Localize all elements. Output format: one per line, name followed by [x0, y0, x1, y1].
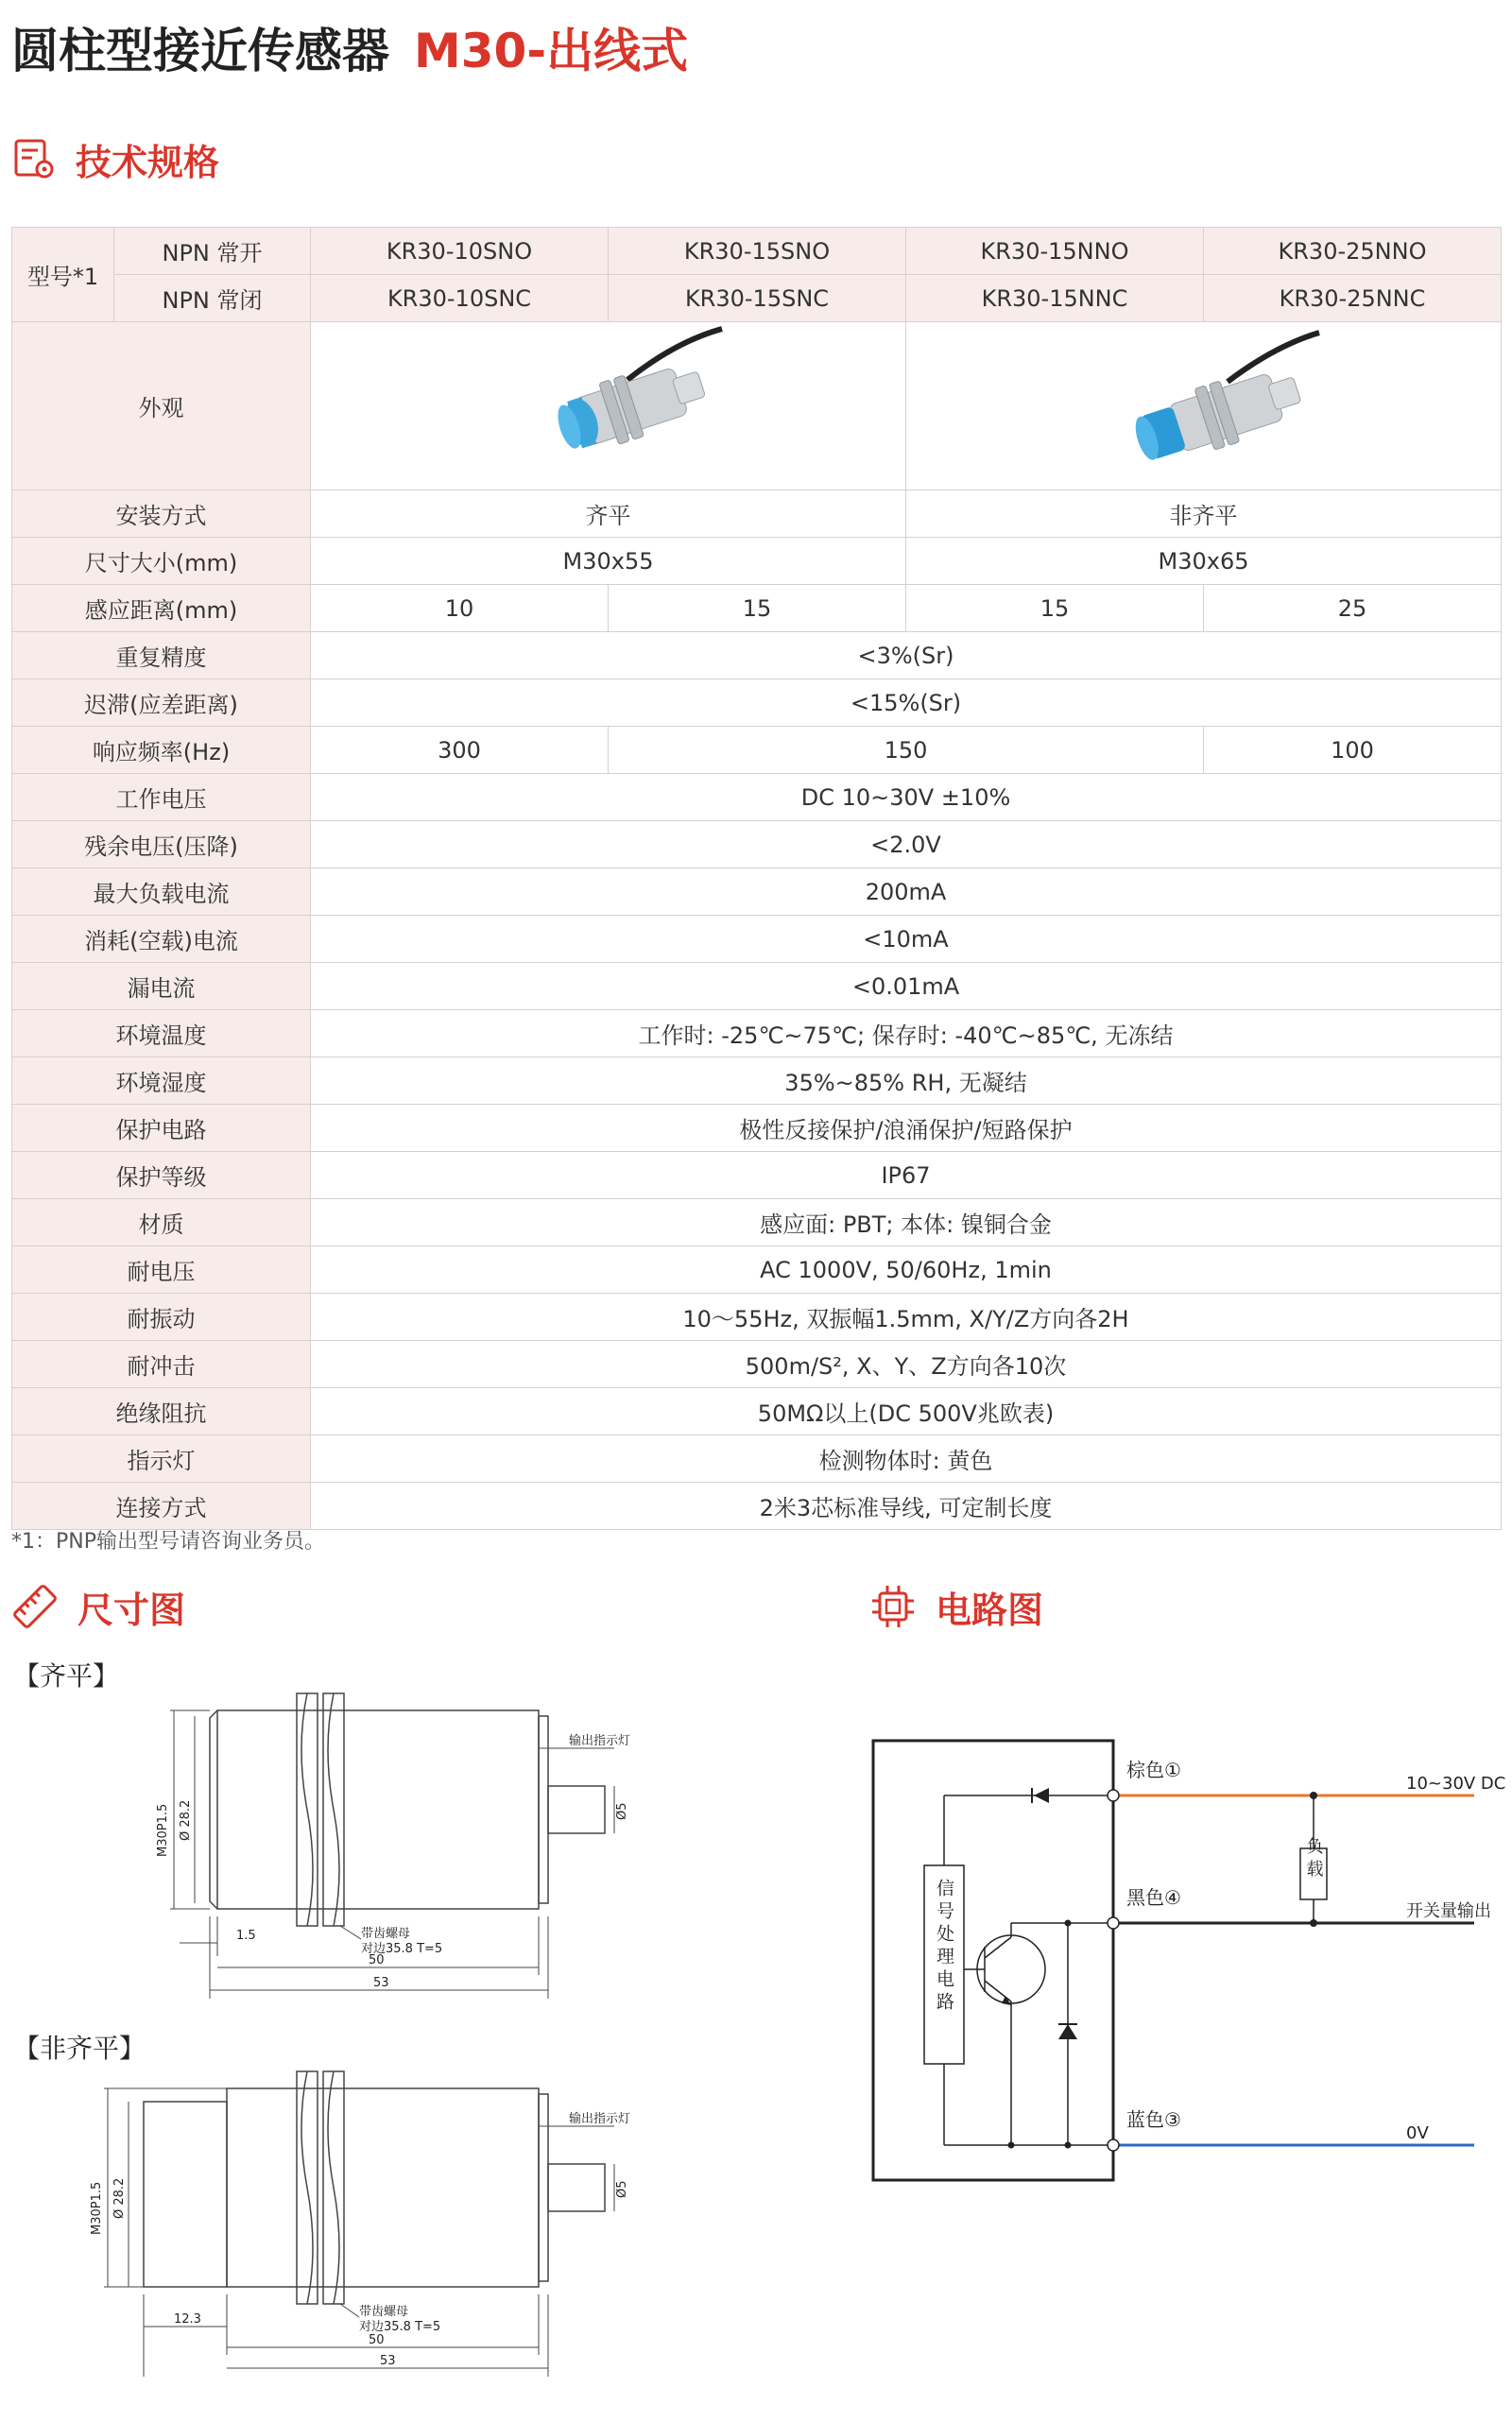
output-label: 开关量输出 — [1406, 1901, 1491, 1921]
title-sub: M30-出线式 — [414, 24, 689, 78]
circuit-section-title: 电路图 — [936, 1589, 1044, 1631]
row-label: 环境温度 — [12, 1010, 311, 1057]
row-value: 150 — [609, 727, 1204, 774]
row-label: 安装方式 — [12, 490, 311, 538]
sensor-nonflush-picture — [1062, 323, 1346, 484]
dimension-section-header — [11, 1578, 185, 1635]
table-row — [12, 1152, 1502, 1199]
sensor-image-nonflush — [906, 322, 1502, 490]
supply-label: 10~30V DC — [1406, 1774, 1506, 1794]
nut-spec-label: 对边35.8 T=5 — [361, 1942, 443, 1956]
nut-label: 带齿螺母 — [359, 2305, 409, 2319]
row-value: 10～55Hz, 双振幅1.5mm, X/Y/Z方向各2H — [311, 1294, 1502, 1341]
sensor-image-flush — [311, 322, 906, 490]
table-row — [12, 1246, 1502, 1294]
body-length-label: 50 — [369, 1953, 385, 1967]
table-row — [12, 1010, 1502, 1057]
row-value: 50MΩ以上(DC 500V兆欧表) — [311, 1388, 1502, 1435]
table-row — [12, 490, 1502, 538]
row-value: <3%(Sr) — [311, 632, 1502, 679]
table-row — [12, 1199, 1502, 1246]
row-label: 指示灯 — [12, 1435, 311, 1483]
row-value: 100 — [1204, 727, 1502, 774]
row-value: 10 — [311, 585, 609, 632]
row-label: 材质 — [12, 1199, 311, 1246]
row-value: DC 10~30V ±10% — [311, 774, 1502, 821]
table-row — [12, 963, 1502, 1010]
circuit-diagram — [869, 1729, 1507, 2202]
spec-section-header — [11, 130, 219, 187]
model-cell: KR30-25NNO — [1204, 228, 1502, 275]
title-main: 圆柱型接近传感器 — [11, 24, 389, 78]
dimension-section-title: 尺寸图 — [77, 1589, 186, 1631]
table-row — [12, 1105, 1502, 1152]
flush-dimension-drawing — [142, 1682, 671, 2008]
npn-no-label: NPN 常开 — [114, 228, 311, 275]
table-row — [12, 1294, 1502, 1341]
indicator-label: 输出指示灯 — [569, 1734, 631, 1748]
row-label: 尺寸大小(mm) — [12, 538, 311, 585]
nut-spec-label: 对边35.8 T=5 — [359, 2320, 441, 2334]
table-row — [12, 1388, 1502, 1435]
row-value: 300 — [311, 727, 609, 774]
spec-section-title: 技术规格 — [76, 141, 220, 183]
table-row — [12, 1341, 1502, 1388]
row-label: 感应距离(mm) — [12, 585, 311, 632]
spec-table — [11, 227, 1502, 1530]
table-row — [12, 774, 1502, 821]
black-wire-label: 黑色④ — [1126, 1886, 1181, 1909]
row-value: 工作时: -25℃~75℃; 保存时: -40℃~85℃, 无冻结 — [311, 1010, 1502, 1057]
diameter-label: Ø 28.2 — [112, 2177, 127, 2219]
table-row — [12, 679, 1502, 727]
body-length-label: 50 — [369, 2333, 385, 2347]
model-cell: KR30-10SNC — [311, 275, 609, 322]
table-row — [12, 916, 1502, 963]
table-row — [12, 727, 1502, 774]
row-label: 消耗(空载)电流 — [12, 916, 311, 963]
row-label: 残余电压(压降) — [12, 821, 311, 868]
table-row — [12, 322, 1502, 490]
row-value: <2.0V — [311, 821, 1502, 868]
thread-label: M30P1.5 — [90, 2181, 104, 2235]
row-value: 检测物体时: 黄色 — [311, 1435, 1502, 1483]
page-title — [11, 13, 688, 76]
model-cell: KR30-15NNO — [906, 228, 1204, 275]
row-value: <15%(Sr) — [311, 679, 1502, 727]
ground-label: 0V — [1406, 2123, 1429, 2143]
row-value: 25 — [1204, 585, 1502, 632]
sensor-flush-picture — [467, 323, 750, 484]
protrude-label: 12.3 — [174, 2312, 201, 2327]
model-label: 型号*1 — [12, 228, 114, 322]
model-cell: KR30-15SNC — [609, 275, 906, 322]
row-value: 极性反接保护/浪涌保护/短路保护 — [311, 1105, 1502, 1152]
row-label: 工作电压 — [12, 774, 311, 821]
chip-icon — [869, 1583, 917, 1630]
model-cell: KR30-15SNO — [609, 228, 906, 275]
table-row — [12, 585, 1502, 632]
row-value: 500m/S², X、Y、Z方向各10次 — [311, 1341, 1502, 1388]
row-label: 迟滞(应差距离) — [12, 679, 311, 727]
table-row — [12, 228, 1502, 275]
row-label: 连接方式 — [12, 1483, 311, 1530]
d5-label: Ø5 — [615, 2180, 629, 2198]
flush-drawing-title: 【齐平】 — [13, 1660, 120, 1692]
table-row — [12, 868, 1502, 916]
npn-nc-label: NPN 常闭 — [114, 275, 311, 322]
row-value: 感应面: PBT; 本体: 镍铜合金 — [311, 1199, 1502, 1246]
row-label: 保护等级 — [12, 1152, 311, 1199]
nut-label: 带齿螺母 — [361, 1927, 411, 1941]
table-row — [12, 1435, 1502, 1483]
row-label: 环境湿度 — [12, 1057, 311, 1105]
row-value: <0.01mA — [311, 963, 1502, 1010]
row-label: 保护电路 — [12, 1105, 311, 1152]
row-value: AC 1000V, 50/60Hz, 1min — [311, 1246, 1502, 1294]
row-label: 漏电流 — [12, 963, 311, 1010]
load-label: 负载 — [1303, 1837, 1324, 1882]
circuit-section-header — [869, 1578, 1043, 1635]
table-row — [12, 1483, 1502, 1530]
row-label: 重复精度 — [12, 632, 311, 679]
model-cell: KR30-25NNC — [1204, 275, 1502, 322]
row-value: M30x55 — [311, 538, 906, 585]
thread-label: M30P1.5 — [156, 1803, 170, 1857]
protrude-label: 1.5 — [236, 1929, 256, 1943]
total-length-label: 53 — [380, 2354, 396, 2368]
appearance-label: 外观 — [12, 322, 311, 490]
row-value: M30x65 — [906, 538, 1502, 585]
indicator-label: 输出指示灯 — [569, 2112, 631, 2126]
row-label: 耐电压 — [12, 1246, 311, 1294]
row-label: 耐振动 — [12, 1294, 311, 1341]
d5-label: Ø5 — [615, 1802, 629, 1820]
total-length-label: 53 — [373, 1976, 389, 1990]
row-label: 最大负载电流 — [12, 868, 311, 916]
row-value: 200mA — [311, 868, 1502, 916]
table-row — [12, 538, 1502, 585]
row-value: IP67 — [311, 1152, 1502, 1199]
ruler-icon — [11, 1583, 59, 1630]
row-value: 非齐平 — [906, 490, 1502, 538]
row-value: <10mA — [311, 916, 1502, 963]
row-value: 15 — [906, 585, 1204, 632]
row-value: 35%~85% RH, 无凝结 — [311, 1057, 1502, 1105]
signal-block-label: 信号处理电路 — [934, 1879, 954, 2015]
row-value: 2米3芯标准导线, 可定制长度 — [311, 1483, 1502, 1530]
diameter-label: Ø 28.2 — [179, 1799, 193, 1841]
table-row — [12, 632, 1502, 679]
table-row — [12, 1057, 1502, 1105]
row-label: 响应频率(Hz) — [12, 727, 311, 774]
nonflush-dimension-drawing — [76, 2060, 671, 2386]
model-cell: KR30-15NNC — [906, 275, 1204, 322]
row-value: 齐平 — [311, 490, 906, 538]
row-label: 耐冲击 — [12, 1341, 311, 1388]
row-label: 绝缘阻抗 — [12, 1388, 311, 1435]
spec-icon — [11, 136, 57, 181]
table-row — [12, 821, 1502, 868]
model-cell: KR30-10SNO — [311, 228, 609, 275]
table-row — [12, 275, 1502, 322]
nonflush-drawing-title: 【非齐平】 — [13, 2033, 146, 2064]
footnote: *1：PNP输出型号请咨询业务员。 — [11, 1530, 325, 1554]
brown-wire-label: 棕色① — [1126, 1759, 1181, 1781]
row-value: 15 — [609, 585, 906, 632]
blue-wire-label: 蓝色③ — [1126, 2108, 1181, 2131]
